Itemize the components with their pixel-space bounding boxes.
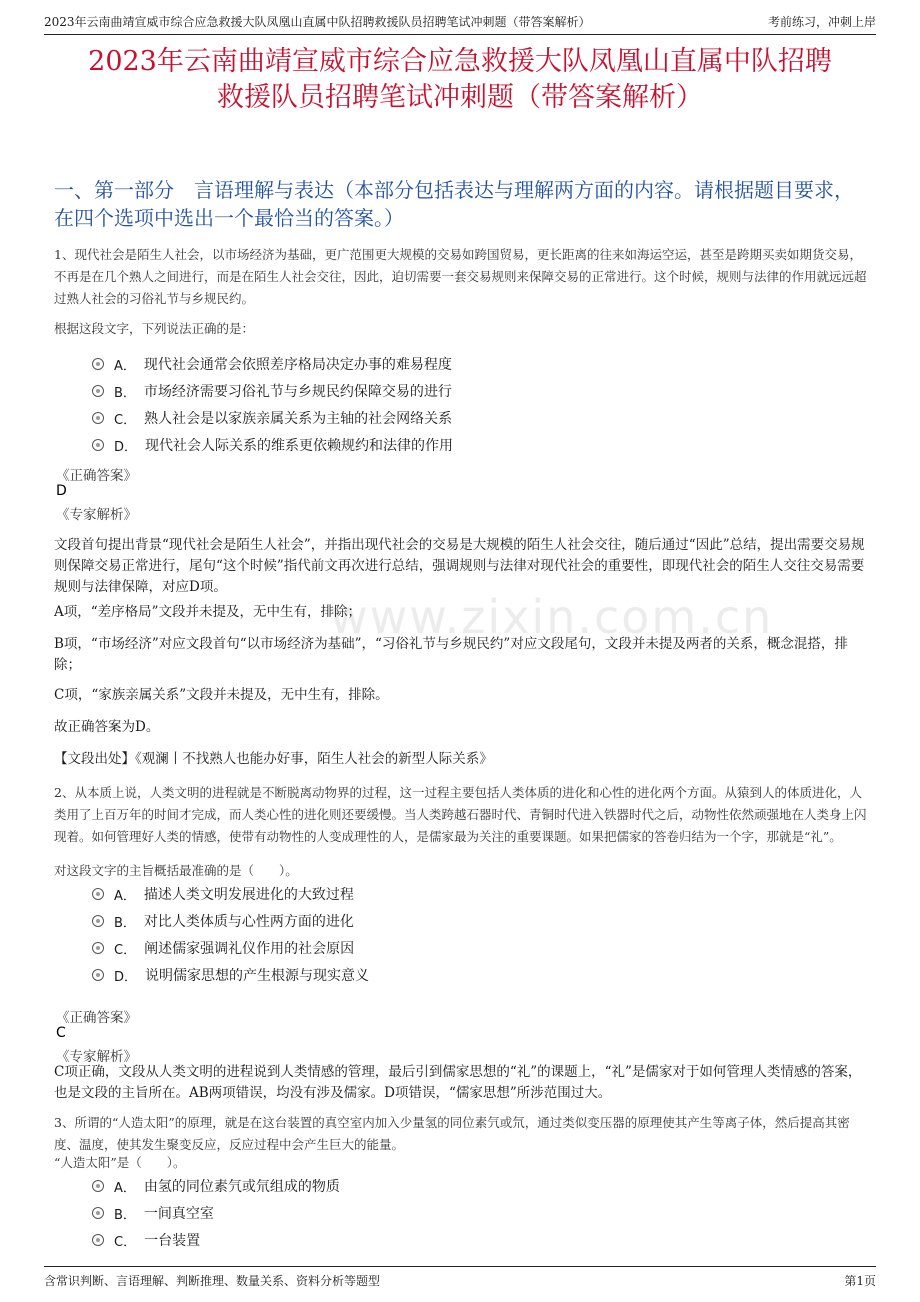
q2-analysis-label: 《专家解析》 xyxy=(56,1049,137,1065)
q2-answer-label: 《正确答案》 xyxy=(56,1010,137,1026)
radio-icon[interactable] xyxy=(92,1207,104,1219)
radio-icon[interactable] xyxy=(92,358,104,370)
q1-answer: D xyxy=(56,483,67,499)
option-text: 现代社会通常会依照差序格局决定办事的难易程度 xyxy=(143,357,452,373)
q1-answer-label: 《正确答案》 xyxy=(56,468,137,484)
option-text: 一间真空室 xyxy=(143,1206,214,1222)
option-letter: A． xyxy=(114,358,136,374)
q1-analysis-label: 《专家解析》 xyxy=(56,507,137,523)
q2-answer: C xyxy=(56,1025,66,1041)
radio-icon[interactable] xyxy=(92,1180,104,1192)
option-text: 一台装置 xyxy=(144,1233,201,1249)
option-text: 由氢的同位素氕或氘组成的物质 xyxy=(143,1179,340,1195)
section-heading: 一、第一部分 言语理解与表达（本部分包括表达与理解两方面的内容。请根据题目要求，在四个选项中选出一个最恰当的答案。） xyxy=(54,178,854,230)
option-letter: C． xyxy=(114,942,137,958)
q3-option-b[interactable] xyxy=(92,1203,214,1223)
q1-option-b[interactable] xyxy=(92,381,452,401)
q1-analysis-para-1: 文段首句提出背景“现代社会是陌生人社会”，并指出现代社会的交易是大规模的陌生人社会交往，随后通过“因此”总结，提出需要交易规则保障交易正常进行，尾句“这个时候”指代前文再次进行总结，强调规则与法律对现代社会的重要性，即现代社会的陌生人交往交易需要规则与法律保障，对应D项。 xyxy=(54,537,865,595)
option-letter: B． xyxy=(114,915,136,931)
radio-icon[interactable] xyxy=(92,385,104,397)
q2-analysis: C项正确，文段从人类文明的进程说到人类情感的管理，最后引到儒家思想的“礼”的课题上，“礼”是儒家对于如何管理人类情感的答案，也是文段的主旨所在。AB两项错误，均没有涉及儒家。D项错误，“儒家思想”所涉范围过大。 xyxy=(54,1064,862,1101)
q1-option-c[interactable] xyxy=(92,408,452,428)
option-text: 描述人类文明发展进化的大致过程 xyxy=(143,887,354,903)
radio-icon[interactable] xyxy=(92,915,104,927)
radio-icon[interactable] xyxy=(92,942,104,954)
title-line-1: 2023年云南曲靖宣威市综合应急救援大队凤凰山直属中队招聘 xyxy=(88,46,832,77)
option-letter: C． xyxy=(114,412,137,428)
q2-option-b[interactable] xyxy=(92,911,354,931)
option-letter: B． xyxy=(114,1207,136,1223)
q1-prompt: 根据这段文字，下列说法正确的是： xyxy=(54,321,255,336)
radio-icon[interactable] xyxy=(92,439,104,451)
q1-analysis-para-3: B项，“市场经济”对应文段首句“以市场经济为基础”，“习俗礼节与乡规民约”对应文段尾句，文段并未提及两者的关系，概念混搭，排除； xyxy=(54,636,848,673)
radio-icon[interactable] xyxy=(92,969,104,981)
watermark: www.zixin.com.cn xyxy=(330,590,774,644)
footer-question-types: 含常识判断、言语理解、判断推理、数量关系、资料分析等题型 xyxy=(44,1274,381,1288)
q2-prompt: 对这段文字的主旨概括最准确的是（ ）。 xyxy=(54,863,298,878)
option-letter: A． xyxy=(114,888,136,904)
q3-option-a[interactable] xyxy=(92,1176,340,1196)
header-slogan: 考前练习，冲刺上岸 xyxy=(767,15,876,29)
option-text: 市场经济需要习俗礼节与乡规民约保障交易的进行 xyxy=(143,384,452,400)
option-letter: A． xyxy=(114,1180,136,1196)
q1-analysis-para-4: C项，“家族亲属关系”文段并未提及，无中生有，排除。 xyxy=(54,687,389,703)
option-letter: C． xyxy=(114,1234,137,1250)
document-title xyxy=(40,44,880,116)
page-header xyxy=(44,10,876,35)
radio-icon[interactable] xyxy=(92,412,104,424)
radio-icon[interactable] xyxy=(92,1234,104,1246)
q3-prompt: “人造太阳”是（ ）。 xyxy=(54,1155,186,1170)
page-footer xyxy=(44,1266,876,1291)
q1-stem: 1、现代社会是陌生人社会，以市场经济为基础，更广范围更大规模的交易如跨国贸易，更长距离的往来如海运空运，甚至是跨期买卖如期货交易，不再是在几个熟人之间进行，而是在陌生人社会交往，因此，迫切需要一套交易规则来保障交易的正常进行。这个时候，规则与法律的作用就远远超过熟人社会的习俗礼节与乡规民约。 xyxy=(54,247,867,306)
footer-page-number: 第1页 xyxy=(844,1274,876,1288)
q1-analysis-para-2: A项，“差序格局”文段并未提及，无中生有，排除； xyxy=(54,604,362,620)
q1-analysis-para-5: 故正确答案为D。 xyxy=(54,719,160,735)
q2-stem: 2、从本质上说，人类文明的进程就是不断脱离动物界的过程，这一过程主要包括人类体质的进化和心性的进化两个方面。从猿到人的体质进化，人类用了上百万年的时间才完成，而人类心性的进化则还要缓慢。当人类跨越石器时代、青铜时代进入铁器时代之后，动物性依然顽强地在人类身上闪现着。如何管理好人类的情感，使带有动物性的人变成理性的人，是儒家最为关注的重要课题。如果把儒家的答卷归结为一个字，那就是“礼”。 xyxy=(54,785,867,844)
q2-option-c[interactable] xyxy=(92,938,354,958)
q1-option-a[interactable] xyxy=(92,354,452,374)
option-text: 现代社会人际关系的维系更依赖规约和法律的作用 xyxy=(145,438,454,454)
option-letter: B． xyxy=(114,385,136,401)
option-letter: D． xyxy=(114,969,138,985)
option-text: 阐述儒家强调礼仪作用的社会原因 xyxy=(144,941,355,957)
q1-option-d[interactable] xyxy=(92,435,453,455)
option-text: 熟人社会是以家族亲属关系为主轴的社会网络关系 xyxy=(144,411,453,427)
q2-option-d[interactable] xyxy=(92,965,369,985)
q3-stem: 3、所谓的“人造太阳”的原理，就是在这台装置的真空室内加入少量氢的同位素氕或氘，通过类似变压器的原理使其产生等离子体，然后提高其密度、温度，使其发生聚变反应，反应过程中会产生巨大的能量。 xyxy=(54,1115,850,1152)
q1-source: 【文段出处】《观澜丨不找熟人也能办好事，陌生人社会的新型人际关系》 xyxy=(54,751,493,767)
q2-option-a[interactable] xyxy=(92,884,354,904)
option-text: 说明儒家思想的产生根源与现实意义 xyxy=(145,968,370,984)
header-doc-title: 2023年云南曲靖宣威市综合应急救援大队凤凰山直属中队招聘救援队员招聘笔试冲刺题（带答案解析） xyxy=(44,15,591,29)
option-text: 对比人类体质与心性两方面的进化 xyxy=(143,914,354,930)
option-letter: D． xyxy=(114,439,138,455)
title-line-2: 救援队员招聘笔试冲刺题（带答案解析） xyxy=(217,82,703,113)
radio-icon[interactable] xyxy=(92,888,104,900)
q3-option-c[interactable] xyxy=(92,1230,200,1250)
